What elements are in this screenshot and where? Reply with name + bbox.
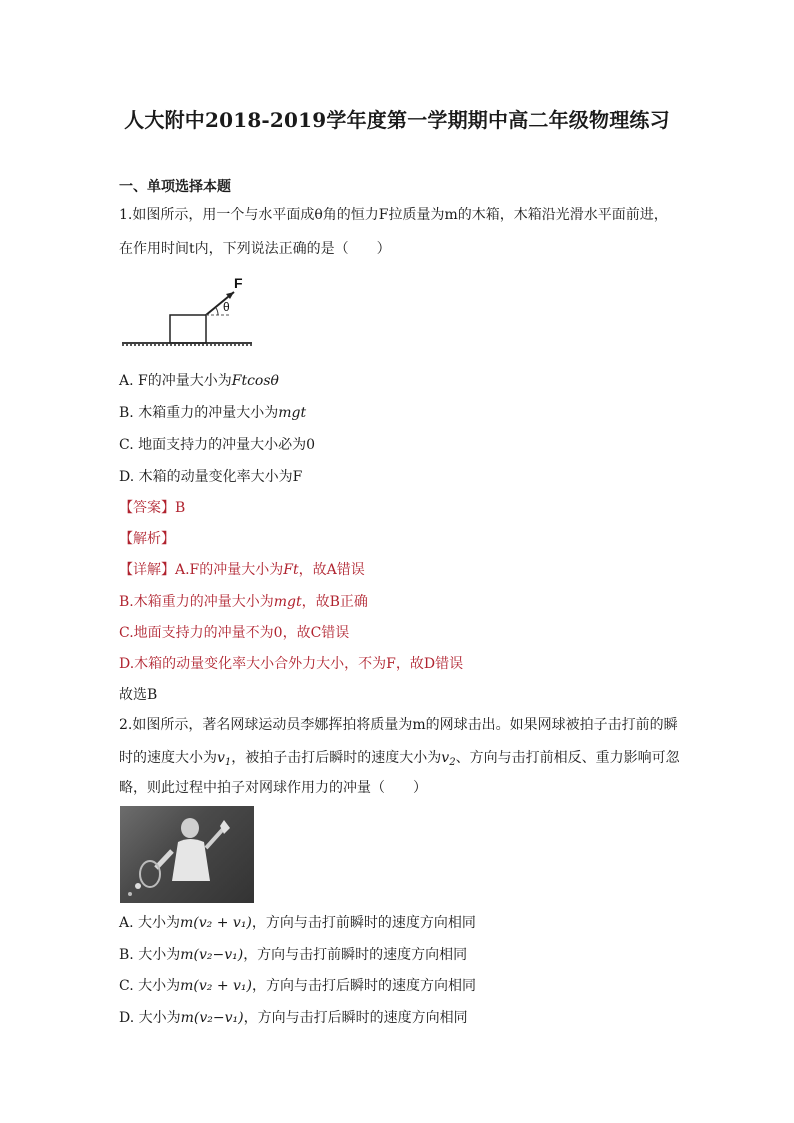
section-heading: 一、单项选择本题 — [119, 179, 231, 195]
q2-stem-line2: 时的速度大小为$v_1$，被拍子击打后瞬时的速度大小为$v_2$、方向与击打前相反、重力影响可忽 — [119, 750, 680, 768]
q1-answer: 【答案】B — [119, 500, 186, 516]
q2-option-b: B. 大小为m(v₂−v₁)，方向与击打前瞬时的速度方向相同 — [119, 947, 468, 963]
box-force-diagram — [122, 274, 252, 354]
q1-option-d: D. 木箱的动量变化率大小为F — [119, 469, 303, 485]
q1-option-c: C. 地面支持力的冲量大小必为0 — [119, 437, 316, 453]
page-title: 人大附中2018-2019学年度第一学期期中高二年级物理练习 — [124, 108, 670, 132]
angle-arc — [216, 308, 218, 315]
q1-detail-b: B.木箱重力的冲量大小为mgt，故B正确 — [119, 594, 368, 610]
wooden-box — [170, 315, 206, 343]
q2-stem-line3: 略，则此过程中拍子对网球作用力的冲量（ ） — [119, 780, 427, 796]
q1-conclusion: 故选B — [119, 687, 158, 703]
q1-stem-line2: 在作用时间t内，下列说法正确的是（ ） — [119, 241, 391, 257]
q1-detail-c: C.地面支持力的冲量不为0，故C错误 — [119, 625, 350, 641]
q1-option-b: B. 木箱重力的冲量大小为mgt — [119, 405, 307, 421]
force-label: F — [234, 275, 243, 291]
q1-option-a: A. F的冲量大小为Ftcosθ — [119, 373, 279, 389]
q1-detail-a: 【详解】A.F的冲量大小为Ft，故A错误 — [119, 562, 365, 578]
q2-stem-line1: 2.如图所示，著名网球运动员李娜挥拍将质量为m的网球击出。如果网球被拍子击打前的瞬 — [119, 717, 678, 733]
tennis-player-photo — [120, 806, 254, 903]
q2-option-a: A. 大小为m(v₂ + v₁)，方向与击打前瞬时的速度方向相同 — [119, 915, 476, 931]
q1-analysis-label: 【解析】 — [119, 531, 175, 547]
q2-option-c: C. 大小为m(v₂ + v₁)，方向与击打后瞬时的速度方向相同 — [119, 978, 476, 994]
q2-option-d: D. 大小为m(v₂−v₁)，方向与击打后瞬时的速度方向相同 — [119, 1010, 468, 1026]
q1-stem-line1: 1.如图所示，用一个与水平面成θ角的恒力F拉质量为m的木箱，木箱沿光滑水平面前进， — [119, 207, 668, 223]
q1-detail-d: D.木箱的动量变化率大小合外力大小，不为F，故D错误 — [119, 656, 464, 672]
angle-label: θ — [223, 300, 230, 314]
